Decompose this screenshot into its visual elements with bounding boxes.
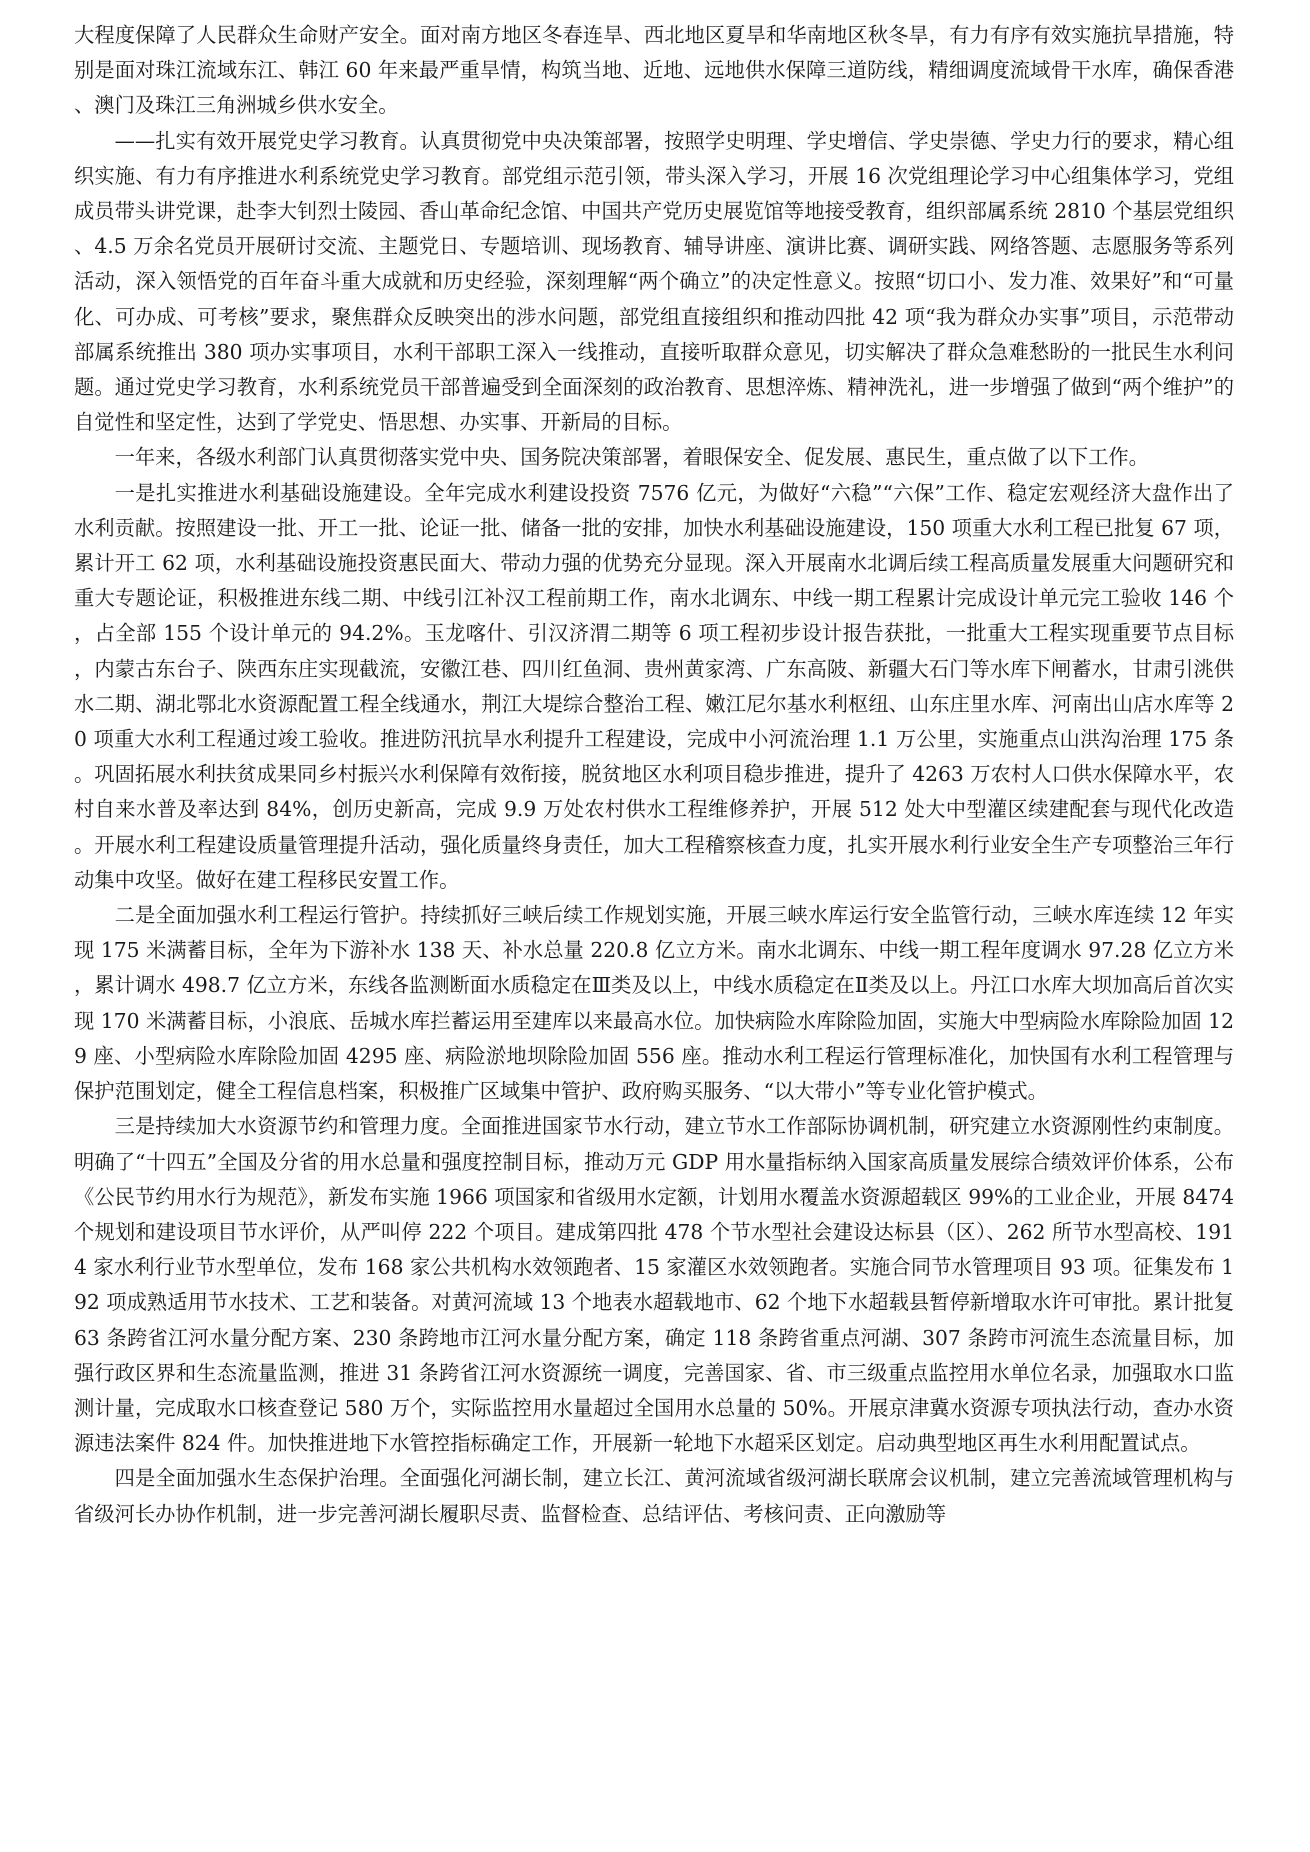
document-page bbox=[74, 18, 1234, 1838]
paragraph-project-operation-management: 二是全面加强水利工程运行管护。持续抓好三峡后续工作规划实施，开展三峡水库运行安全监管行动，三峡水库连续 12 年实现 175 米满蓄目标，全年为下游补水 138 天、补水总量 220.8 亿立方米。南水北调东、中线一期工程年度调水 97.28 亿立方米，累计调水 498.7 亿立方米，东线各监测断面水质稳定在Ⅲ类及以上，中线水质稳定在Ⅱ类及以上。丹江口水库大坝加高后首次实现 170 米满蓄目标，小浪底、岳城水库拦蓄运用至建库以来最高水位。加快病险水库除险加固，实施大中型病险水库除险加固 129 座、小型病险水库除险加固 4295 座、病险淤地坝除险加固 556 座。推动水利工程运行管理标准化，加快国有水利工程管理与保护范围划定，健全工程信息档案，积极推广区域集中管护、政府购买服务、“以大带小”等专业化管护模式。 bbox=[74, 903, 1234, 1104]
paragraph-water-ecology-protection: 四是全面加强水生态保护治理。全面强化河湖长制，建立长江、黄河流域省级河湖长联席会议机制，建立完善流域管理机构与省级河长办协作机制，进一步完善河湖长履职尽责、监督检查、总结评估、考核问责、正向激励等 bbox=[74, 1466, 1234, 1526]
paragraph-flood-drought-summary: 大程度保障了人民群众生命财产安全。面对南方地区冬春连旱、西北地区夏旱和华南地区秋冬旱，有力有序有效实施抗旱措施，特别是面对珠江流域东江、韩江 60 年来最严重旱情，构筑当地、近地、远地供水保障三道防线，精细调度流域骨干水库，确保香港、澳门及珠江三角洲城乡供水安全。 bbox=[74, 23, 1234, 118]
paragraph-infrastructure-construction: 一是扎实推进水利基础设施建设。全年完成水利建设投资 7576 亿元，为做好“六稳”“六保”工作、稳定宏观经济大盘作出了水利贡献。按照建设一批、开工一批、论证一批、储备一批的安排，加快水利基础设施建设，150 项重大水利工程已批复 67 项，累计开工 62 项，水利基础设施投资惠民面大、带动力强的优势充分显现。深入开展南水北调后续工程高质量发展重大问题研究和重大专题论证，积极推进东线二期、中线引江补汉工程前期工作，南水北调东、中线一期工程累计完成设计单元完工验收 146 个，占全部 155 个设计单元的 94.2%。玉龙喀什、引汉济渭二期等 6 项工程初步设计报告获批，一批重大工程实现重要节点目标，内蒙古东台子、陕西东庄实现截流，安徽江巷、四川红鱼洞、贵州黄家湾、广东高陂、新疆大石门等水库下闸蓄水，甘肃引洮供水二期、湖北鄂北水资源配置工程全线通水，荆江大堤综合整治工程、嫩江尼尔基水利枢纽、山东庄里水库、河南出山店水库等 20 项重大水利工程通过竣工验收。推进防汛抗旱水利提升工程建设，完成中小河流治理 1.1 万公里，实施重点山洪沟治理 175 条。巩固拓展水利扶贫成果同乡村振兴水利保障有效衔接，脱贫地区水利项目稳步推进，提升了 4263 万农村人口供水保障水平，农村自来水普及率达到 84%，创历史新高，完成 9.9 万处农村供水工程维修养护，开展 512 处大中型灌区续建配套与现代化改造。开展水利工程建设质量管理提升活动，强化质量终身责任，加大工程稽察核查力度，扎实开展水利行业安全生产专项整治三年行动集中攻坚。做好在建工程移民安置工作。 bbox=[74, 480, 1234, 892]
paragraph-water-resources-conservation: 三是持续加大水资源节约和管理力度。全面推进国家节水行动，建立节水工作部际协调机制，研究建立水资源刚性约束制度。明确了“十四五”全国及分省的用水总量和强度控制目标，推动万元 GDP 用水量指标纳入国家高质量发展综合绩效评价体系，公布《公民节约用水行为规范》，新发布实施 1966 项国家和省级用水定额，计划用水覆盖水资源超载区 99%的工业企业，开展 8474 个规划和建设项目节水评价，从严叫停 222 个项目。建成第四批 478 个节水型社会建设达标县（区）、262 所节水型高校、1914 家水利行业节水型单位，发布 168 家公共机构水效领跑者、15 家灌区水效领跑者。实施合同节水管理项目 93 项。征集发布 192 项成熟适用节水技术、工艺和装备。对黄河流域 13 个地表水超载地市、62 个地下水超载县暂停新增取水许可审批。累计批复 63 条跨省江河水量分配方案、230 条跨地市江河水量分配方案，确定 118 条跨省重点河湖、307 条跨市河流生态流量目标，加强行政区界和生态流量监测，推进 31 条跨省江河水资源统一调度，完善国家、省、市三级重点监控用水单位名录，加强取水口监测计量，完成取水口核查登记 580 万个，实际监控用水量超过全国用水总量的 50%。开展京津冀水资源专项执法行动，查办水资源违法案件 824 件。加快推进地下水管控指标确定工作，开展新一轮地下水超采区划定。启动典型地区再生水利用配置试点。 bbox=[74, 1114, 1234, 1456]
paragraph-party-history-education: ——扎实有效开展党史学习教育。认真贯彻党中央决策部署，按照学史明理、学史增信、学史崇德、学史力行的要求，精心组织实施、有力有序推进水利系统党史学习教育。部党组示范引领，带头深入学习，开展 16 次党组理论学习中心组集体学习，党组成员带头讲党课，赴李大钊烈士陵园、香山革命纪念馆、中国共产党历史展览馆等地接受教育，组织部属系统 2810 个基层党组织、4.5 万余名党员开展研讨交流、主题党日、专题培训、现场教育、辅导讲座、演讲比赛、调研实践、网络答题、志愿服务等系列活动，深入领悟党的百年奋斗重大成就和历史经验，深刻理解“两个确立”的决定性意义。按照“切口小、发力准、效果好”和“可量化、可办成、可考核”要求，聚焦群众反映突出的涉水问题，部党组直接组织和推动四批 42 项“我为群众办实事”项目，示范带动部属系统推出 380 项办实事项目，水利干部职工深入一线推动，直接听取群众意见，切实解决了群众急难愁盼的一批民生水利问题。通过党史学习教育，水利系统党员干部普遍受到全面深刻的政治教育、思想淬炼、精神洗礼，进一步增强了做到“两个维护”的自觉性和坚定性，达到了学党史、悟思想、办实事、开新局的目标。 bbox=[74, 128, 1234, 435]
paragraph-work-overview: 一年来，各级水利部门认真贯彻落实党中央、国务院决策部署，着眼保安全、促发展、惠民生，重点做了以下工作。 bbox=[114, 445, 1149, 470]
